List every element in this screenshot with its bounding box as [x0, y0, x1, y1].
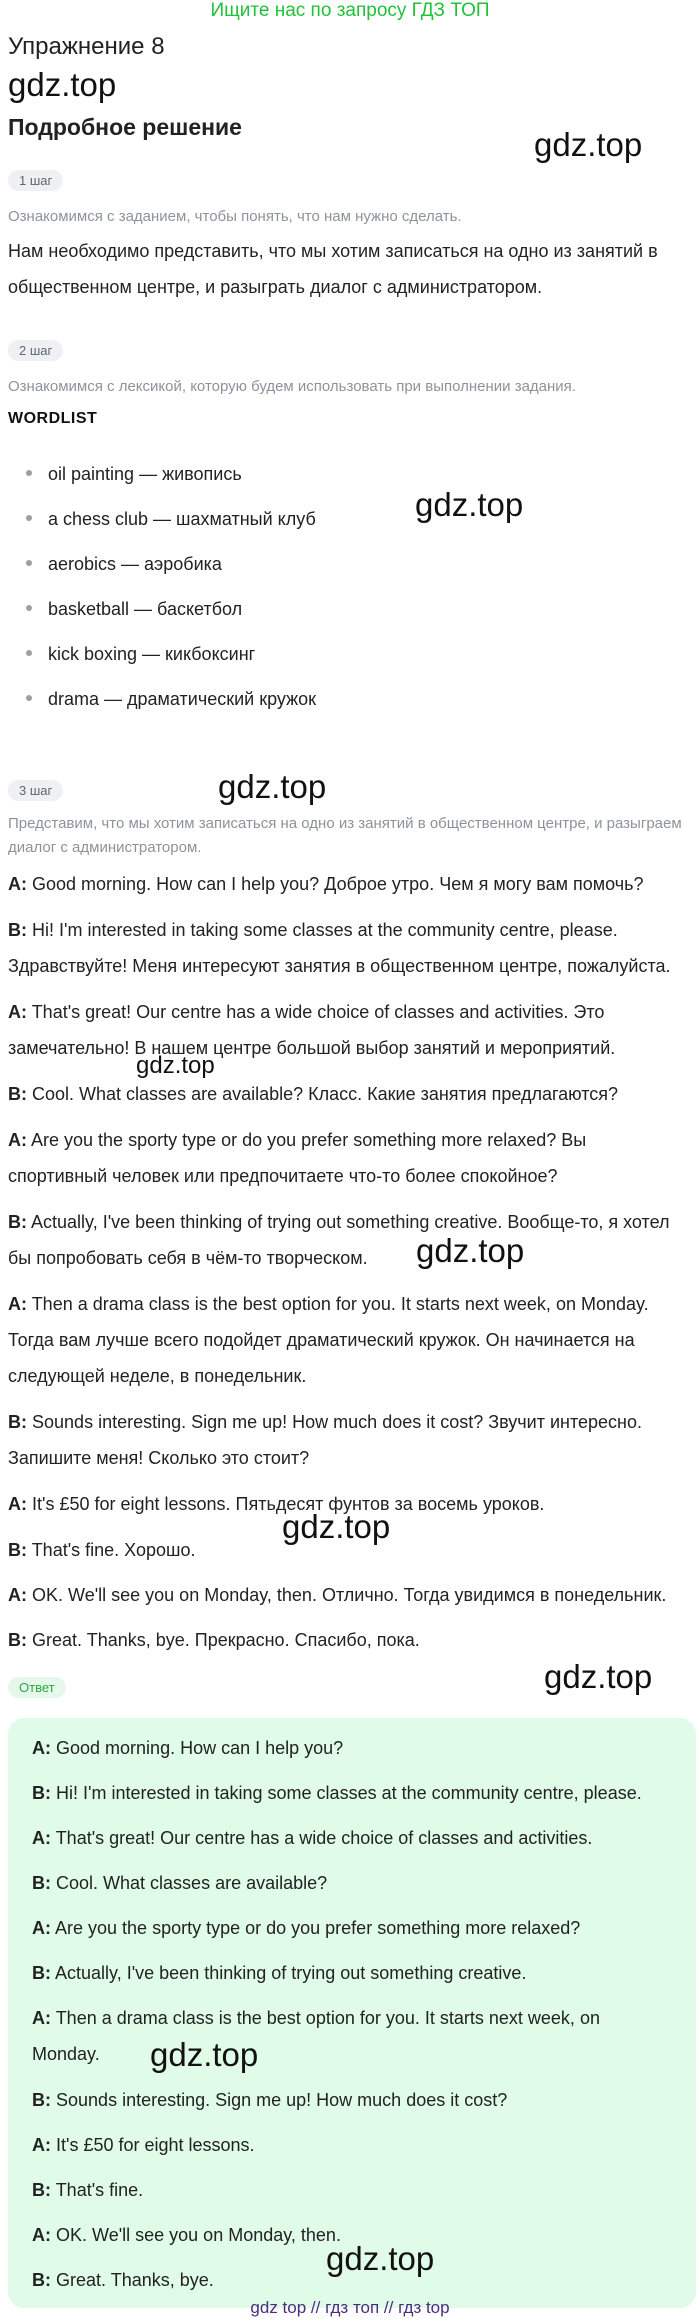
answer-line: A: OK. We'll see you on Monday, then. [32, 2225, 341, 2245]
bullet-icon [26, 470, 32, 476]
answer-line: B: Great. Thanks, bye. [32, 2270, 214, 2290]
watermark: gdz.top [415, 486, 524, 523]
dialogue-line: B: Actually, I've been thinking of trying out something creative. Вообще-то, я хотел бы попробовать себя в чём-то творческом. [8, 1212, 670, 1268]
wordlist-item: aerobics — аэробика [26, 554, 222, 575]
dialogue-line: A: OK. We'll see you on Monday, then. Отлично. Тогда увидимся в понедельник. [8, 1585, 667, 1605]
step-1-label: 1 шаг [8, 170, 63, 191]
answer-line: B: Sounds interesting. Sign me up! How much does it cost? [32, 2090, 508, 2110]
step-1-hint: Ознакомимся с заданием, чтобы понять, что нам нужно сделать. [8, 208, 462, 225]
answer-line: A: Good morning. How can I help you? [32, 1738, 344, 1758]
watermark: gdz.top [326, 2240, 435, 2277]
dialogue-line: B: Cool. What classes are available? Класс. Какие занятия предлагаются? [8, 1084, 619, 1104]
bullet-icon [26, 560, 32, 566]
bullet-icon [26, 695, 32, 701]
dialogue-line: A: Then a drama class is the best option for you. It starts next week, on Monday. Тогда вам лучше всего подойдет драматический кружок. Он начинается на следующей неделе, в понедельник. [8, 1294, 649, 1386]
wordlist-item: drama — драматический кружок [26, 689, 316, 710]
answer-line: B: That's fine. [32, 2180, 144, 2200]
bullet-icon [26, 515, 32, 521]
wordlist-label: WORDLIST [8, 410, 98, 427]
wordlist-item: a chess club — шахматный клуб [26, 509, 316, 530]
watermark: gdz.top [416, 1232, 525, 1269]
answer-line: A: That's great! Our centre has a wide choice of classes and activities. [32, 1828, 593, 1848]
dialogue-line: A: Are you the sporty type or do you prefer something more relaxed? Вы спортивный человек или предпочитаете что-то более спокойное? [8, 1130, 587, 1186]
top-banner[interactable]: Ищите нас по запросу ГДЗ ТОП [210, 0, 490, 21]
answer-line: A: Then a drama class is the best option for you. It starts next week, on Monday. [32, 2008, 600, 2064]
wordlist-item: kick boxing — кикбоксинг [26, 644, 255, 665]
step-1-text: Нам необходимо представить, что мы хотим записаться на одно из занятий в общественном центре, и разыграть диалог с администратором. [8, 241, 658, 297]
footer-links[interactable]: gdz top // гдз топ // гдз top [250, 2298, 450, 2317]
step-2-hint: Ознакомимся с лексикой, которую будем использовать при выполнении задания. [8, 378, 576, 395]
dialogue-line: A: Good morning. How can I help you? Доброе утро. Чем я могу вам помочь? [8, 874, 644, 894]
step-3-label: 3 шаг [8, 780, 63, 801]
answer-line: A: Are you the sporty type or do you prefer something more relaxed? [32, 1918, 581, 1938]
wordlist-item: basketball — баскетбол [26, 599, 242, 620]
dialogue-line: B: Great. Thanks, bye. Прекрасно. Спасибо, пока. [8, 1630, 420, 1650]
dialogue-line: B: That's fine. Хорошо. [8, 1540, 196, 1560]
watermark: gdz.top [544, 1658, 653, 1695]
answer-line: B: Hi! I'm interested in taking some classes at the community centre, please. [32, 1783, 642, 1803]
watermark: gdz.top [8, 66, 117, 103]
answer-line: B: Cool. What classes are available? [32, 1873, 328, 1893]
watermark: gdz.top [218, 768, 327, 805]
watermark: gdz.top [150, 2036, 259, 2073]
answer-line: B: Actually, I've been thinking of trying out something creative. [32, 1963, 527, 1983]
dialogue-line: B: Sounds interesting. Sign me up! How much does it cost? Звучит интересно. Запишите меня! Сколько это стоит? [8, 1412, 642, 1468]
dialogue-line: A: That's great! Our centre has a wide choice of classes and activities. Это замечательно! В нашем центре большой выбор занятий и мероприятий. [8, 1002, 616, 1058]
step-3-hint: Представим, что мы хотим записаться на одно из занятий в общественном центре, и разыграем диалог с администратором. [8, 815, 682, 856]
dialogue-line: B: Hi! I'm interested in taking some classes at the community centre, please. Здравствуйте! Меня интересуют занятия в общественном центре, пожалуйста. [8, 920, 671, 976]
answer-line: A: It's £50 for eight lessons. [32, 2135, 255, 2155]
bullet-icon [26, 605, 32, 611]
solution-title: Подробное решение [8, 114, 242, 140]
dialogue-line: A: It's £50 for eight lessons. Пятьдесят фунтов за восемь уроков. [8, 1494, 545, 1514]
watermark: gdz.top [136, 1052, 215, 1079]
bullet-icon [26, 650, 32, 656]
answer-label: Ответ [8, 1677, 66, 1698]
watermark: gdz.top [534, 126, 643, 163]
watermark: gdz.top [282, 1508, 391, 1545]
step-2-label: 2 шаг [8, 340, 63, 361]
exercise-title: Упражнение 8 [8, 33, 165, 60]
wordlist-item: oil painting — живопись [26, 464, 242, 485]
